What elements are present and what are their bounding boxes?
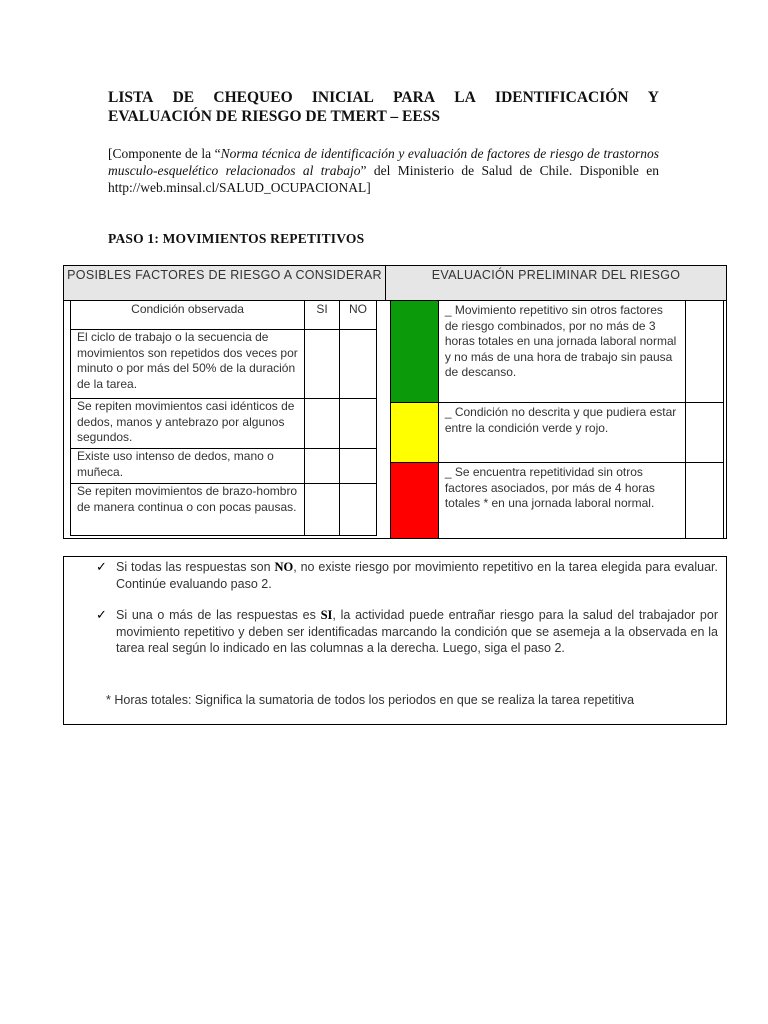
title-word: DE [172, 89, 195, 106]
document-title [108, 88, 659, 126]
condition-cell: Se repiten movimientos casi idénticos de dedos, manos y antebrazo por algunos segundos. [71, 399, 305, 449]
red-risk-swatch [391, 463, 439, 539]
footnote: * Horas totales: Significa la sumatoria de todos los periodos en que se realiza la tarea repetitiva [106, 693, 635, 707]
reference-suffix: ” del Ministerio de Salud de Chile. Disponible en http://web.minsal.cl/SALUD_OCUPACIONAL] [108, 163, 659, 195]
no-checkbox-cell[interactable] [340, 484, 377, 536]
note-emphasis: SI [320, 608, 333, 622]
reference-prefix: [Componente de la “ [108, 146, 221, 161]
no-checkbox-cell[interactable] [340, 449, 377, 484]
note-text: Si una o más de las respuestas es [116, 608, 321, 622]
condition-cell: Se repiten movimientos de brazo-hombro de manera continua o con pocas pausas. [71, 484, 305, 536]
green-risk-description: _ Movimiento repetitivo sin otros factores de riesgo combinados, por no más de 3 horas totales en una jornada laboral normal y no más de una hora de trabajo sin pausa de descanso. [438, 301, 685, 403]
title-word: IDENTIFICACIÓN [495, 89, 629, 106]
red-risk-checkbox-cell[interactable] [686, 463, 724, 539]
title-word: LISTA [108, 89, 154, 106]
risk-factors-table [70, 300, 377, 536]
title-line-2: EVALUACIÓN DE RIESGO DE TMERT – EESS [108, 108, 440, 125]
yellow-risk-description: _ Condición no descrita y que pudiera estar entre la condición verde y rojo. [438, 403, 685, 463]
preliminary-evaluation-header: EVALUACIÓN PRELIMINAR DEL RIESGO [385, 266, 726, 301]
note-text: Si todas las respuestas son [116, 560, 275, 574]
title-word: LA [454, 89, 476, 106]
green-risk-checkbox-cell[interactable] [686, 301, 724, 403]
condition-cell: El ciclo de trabajo o la secuencia de movimientos son repetidos dos veces por minuto o por más del 50% de la duración de la tarea. [71, 330, 305, 399]
note-text: , no existe riesgo por movimiento repetitivo en la tarea elegida para evaluar. Continúe evaluando paso 2. [116, 560, 718, 591]
si-checkbox-cell[interactable] [305, 484, 340, 536]
instruction-note [96, 559, 718, 592]
risk-evaluation-table [390, 300, 724, 539]
checkmark-icon: ✓ [96, 559, 107, 574]
reference-norm-title: Norma técnica de identificación y evaluación de factores de riesgo de trastornos musculo-esquelético relacionados al trabajo [108, 146, 659, 178]
condition-column-header: Condición observada [71, 301, 305, 330]
note-text: , la actividad puede entrañar riesgo para la salud del trabajador por movimiento repetitivo y deben ser identificadas marcando la condición que se asemeja a la observada en la tarea real según lo indicado en las columnas a la derecha. Luego, siga el paso 2. [116, 608, 718, 655]
risk-assessment-table [63, 265, 727, 539]
yellow-risk-swatch [391, 403, 439, 463]
si-column-header: SI [305, 301, 340, 330]
condition-cell: Existe uso intenso de dedos, mano o muñeca. [71, 449, 305, 484]
no-column-header: NO [340, 301, 377, 330]
no-checkbox-cell[interactable] [340, 399, 377, 449]
si-checkbox-cell[interactable] [305, 449, 340, 484]
title-word: PARA [393, 89, 436, 106]
checkmark-icon: ✓ [96, 607, 107, 622]
instruction-note [96, 607, 718, 657]
title-word: INICIAL [311, 89, 374, 106]
title-word: Y [647, 89, 659, 106]
risk-factors-header: POSIBLES FACTORES DE RIESGO A CONSIDERAR [64, 266, 385, 301]
title-word: CHEQUEO [213, 89, 293, 106]
si-checkbox-cell[interactable] [305, 330, 340, 399]
instructions-box [63, 556, 727, 725]
note-emphasis: NO [274, 560, 294, 574]
title-line-1 [108, 88, 659, 107]
si-checkbox-cell[interactable] [305, 399, 340, 449]
no-checkbox-cell[interactable] [340, 330, 377, 399]
green-risk-swatch [391, 301, 439, 403]
yellow-risk-checkbox-cell[interactable] [686, 403, 724, 463]
red-risk-description: _ Se encuentra repetitividad sin otros factores asociados, por más de 4 horas totales * en una jornada laboral normal. [438, 463, 685, 539]
reference-paragraph [108, 145, 659, 196]
step-title: PASO 1: MOVIMIENTOS REPETITIVOS [108, 231, 365, 246]
